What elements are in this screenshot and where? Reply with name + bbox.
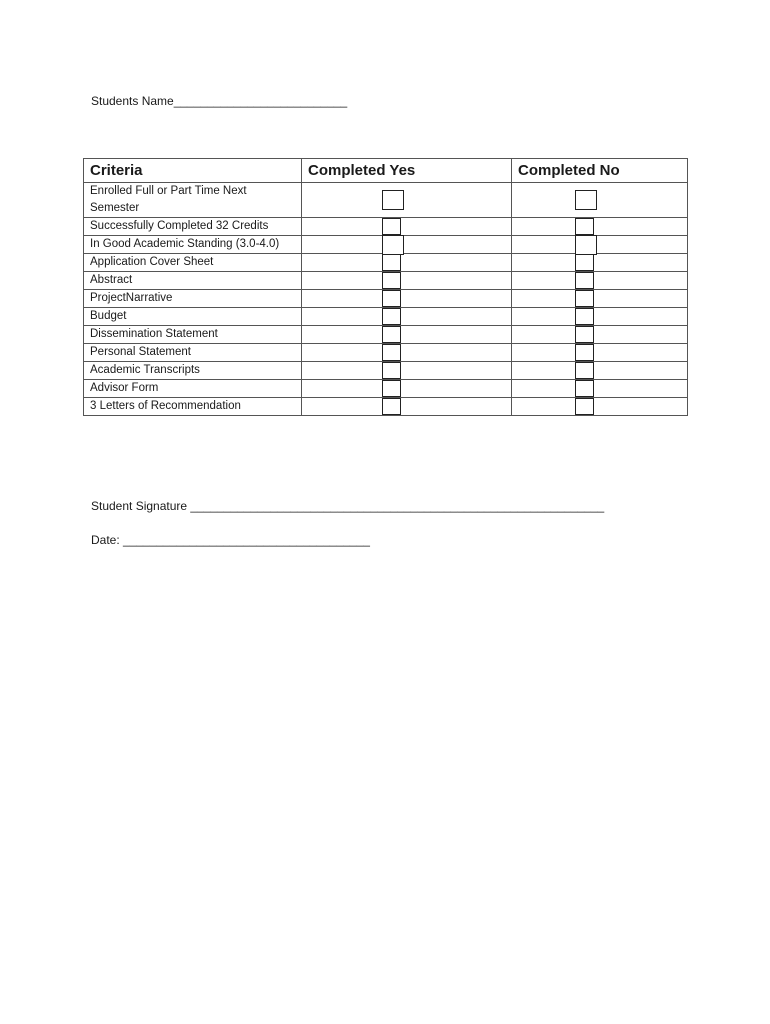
table-row: [84, 236, 688, 254]
student-signature-field[interactable]: Student Signature ______________________________________________________________: [91, 499, 605, 513]
completed-yes-checkbox[interactable]: [382, 190, 404, 210]
completed-yes-checkbox[interactable]: [382, 308, 401, 325]
criteria-label: Advisor Form: [84, 380, 302, 398]
completed-no-checkbox[interactable]: [575, 398, 594, 415]
completed-no-checkbox[interactable]: [575, 362, 594, 379]
table-row: [84, 218, 688, 236]
completed-yes-checkbox[interactable]: [382, 235, 404, 255]
criteria-label: Personal Statement: [84, 344, 302, 362]
completed-yes-checkbox[interactable]: [382, 254, 401, 271]
column-header-criteria: Criteria: [84, 159, 302, 183]
completed-yes-checkbox[interactable]: [382, 398, 401, 415]
completed-no-checkbox[interactable]: [575, 254, 594, 271]
completed-no-checkbox[interactable]: [575, 344, 594, 361]
criteria-label: ProjectNarrative: [84, 290, 302, 308]
table-row: [84, 254, 688, 272]
criteria-checklist-table: [83, 158, 688, 416]
completed-no-checkbox[interactable]: [575, 190, 597, 210]
table-row: [84, 308, 688, 326]
criteria-label: Academic Transcripts: [84, 362, 302, 380]
date-field[interactable]: Date: _____________________________________: [91, 533, 370, 547]
criteria-label: Enrolled Full or Part Time Next Semester: [84, 183, 302, 218]
completed-no-checkbox[interactable]: [575, 326, 594, 343]
completed-no-checkbox[interactable]: [575, 218, 594, 235]
completed-no-checkbox[interactable]: [575, 290, 594, 307]
completed-yes-checkbox[interactable]: [382, 326, 401, 343]
table-row: [84, 183, 688, 218]
column-header-completed-no: Completed No: [512, 159, 688, 183]
criteria-label: In Good Academic Standing (3.0-4.0): [84, 236, 302, 254]
table-row: [84, 290, 688, 308]
column-header-completed-yes: Completed Yes: [302, 159, 512, 183]
table-row: [84, 344, 688, 362]
completed-yes-checkbox[interactable]: [382, 362, 401, 379]
completed-no-checkbox[interactable]: [575, 308, 594, 325]
completed-yes-checkbox[interactable]: [382, 380, 401, 397]
criteria-label: 3 Letters of Recommendation: [84, 398, 302, 416]
criteria-label: Budget: [84, 308, 302, 326]
completed-yes-checkbox[interactable]: [382, 290, 401, 307]
table-header-row: [84, 159, 688, 183]
table-row: [84, 380, 688, 398]
table-row: [84, 362, 688, 380]
table-row: [84, 272, 688, 290]
criteria-label: Successfully Completed 32 Credits: [84, 218, 302, 236]
criteria-label: Application Cover Sheet: [84, 254, 302, 272]
table-row: [84, 398, 688, 416]
completed-yes-checkbox[interactable]: [382, 218, 401, 235]
criteria-label: Dissemination Statement: [84, 326, 302, 344]
completed-yes-checkbox[interactable]: [382, 272, 401, 289]
student-name-field[interactable]: Students Name__________________________: [91, 94, 348, 108]
completed-yes-checkbox[interactable]: [382, 344, 401, 361]
table-row: [84, 326, 688, 344]
completed-no-checkbox[interactable]: [575, 235, 597, 255]
completed-no-checkbox[interactable]: [575, 380, 594, 397]
completed-no-checkbox[interactable]: [575, 272, 594, 289]
criteria-label: Abstract: [84, 272, 302, 290]
